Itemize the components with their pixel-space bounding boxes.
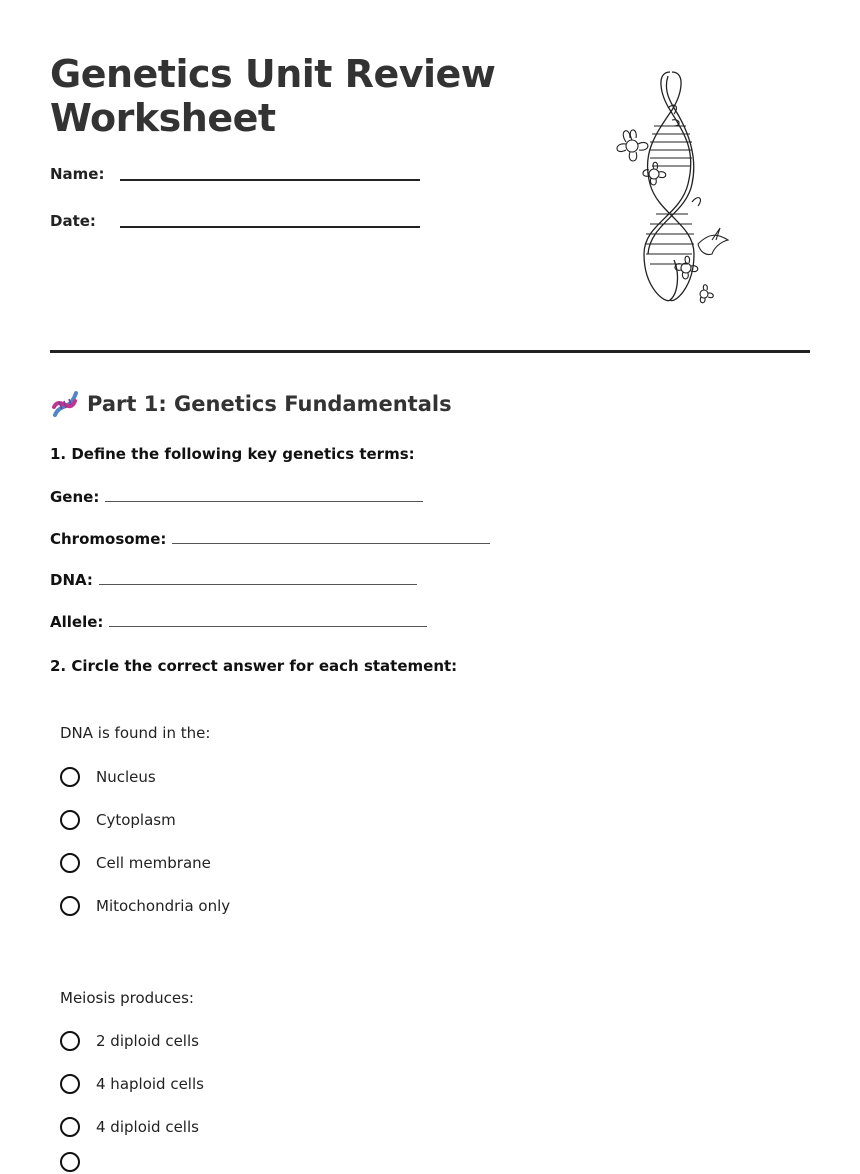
option-cell-membrane[interactable] bbox=[60, 851, 211, 875]
dna-icon bbox=[50, 389, 80, 419]
radio-circle[interactable] bbox=[60, 810, 80, 830]
radio-circle[interactable] bbox=[60, 1074, 80, 1094]
part1-heading bbox=[50, 388, 452, 420]
option-4-diploid-cells[interactable] bbox=[60, 1115, 199, 1139]
option-nucleus[interactable] bbox=[60, 765, 156, 789]
option-label: 2 diploid cells bbox=[96, 1032, 199, 1050]
date-line[interactable] bbox=[120, 226, 420, 228]
option-cytoplasm[interactable] bbox=[60, 808, 176, 832]
option-mitochondria-only[interactable] bbox=[60, 894, 230, 918]
term-chromosome bbox=[50, 529, 490, 548]
mc-stem-meiosis: Meiosis produces: bbox=[60, 989, 194, 1007]
term-label: Gene: bbox=[50, 488, 100, 506]
answer-blank[interactable] bbox=[105, 487, 423, 502]
answer-blank[interactable] bbox=[99, 570, 417, 585]
worksheet-title: Genetics Unit Review Worksheet bbox=[50, 52, 496, 140]
radio-circle[interactable] bbox=[60, 1152, 80, 1172]
option-partial[interactable] bbox=[60, 1150, 96, 1174]
option-label: Cell membrane bbox=[96, 854, 211, 872]
option-4-haploid-cells[interactable] bbox=[60, 1072, 204, 1096]
option-label: Cytoplasm bbox=[96, 811, 176, 829]
question-1-prompt: 1. Define the following key genetics terms: bbox=[50, 445, 415, 463]
answer-blank[interactable] bbox=[172, 529, 490, 544]
option-label: Mitochondria only bbox=[96, 897, 231, 915]
option-label: 4 diploid cells bbox=[96, 1118, 199, 1136]
term-label: DNA: bbox=[50, 571, 93, 589]
radio-circle[interactable] bbox=[60, 1117, 80, 1137]
radio-circle[interactable] bbox=[60, 767, 80, 787]
term-gene bbox=[50, 487, 423, 506]
radio-circle[interactable] bbox=[60, 853, 80, 873]
answer-blank[interactable] bbox=[109, 612, 427, 627]
term-dna bbox=[50, 570, 417, 589]
dna-helix-flowers-icon bbox=[608, 64, 748, 314]
option-label: Nucleus bbox=[96, 768, 156, 786]
part1-title: Part 1: Genetics Fundamentals bbox=[87, 392, 452, 416]
radio-circle[interactable] bbox=[60, 1031, 80, 1051]
name-line[interactable] bbox=[120, 179, 420, 181]
date-field[interactable] bbox=[50, 212, 120, 230]
name-label: Name: bbox=[50, 165, 105, 183]
term-label: Allele: bbox=[50, 613, 104, 631]
date-label: Date: bbox=[50, 212, 96, 230]
term-allele bbox=[50, 612, 427, 631]
option-2-diploid-cells[interactable] bbox=[60, 1029, 199, 1053]
name-field[interactable] bbox=[50, 165, 120, 183]
mc-stem-dna-location: DNA is found in the: bbox=[60, 724, 211, 742]
header-divider bbox=[50, 350, 810, 353]
term-label: Chromosome: bbox=[50, 530, 167, 548]
question-2-prompt: 2. Circle the correct answer for each statement: bbox=[50, 657, 458, 675]
option-label: 4 haploid cells bbox=[96, 1075, 204, 1093]
radio-circle[interactable] bbox=[60, 896, 80, 916]
